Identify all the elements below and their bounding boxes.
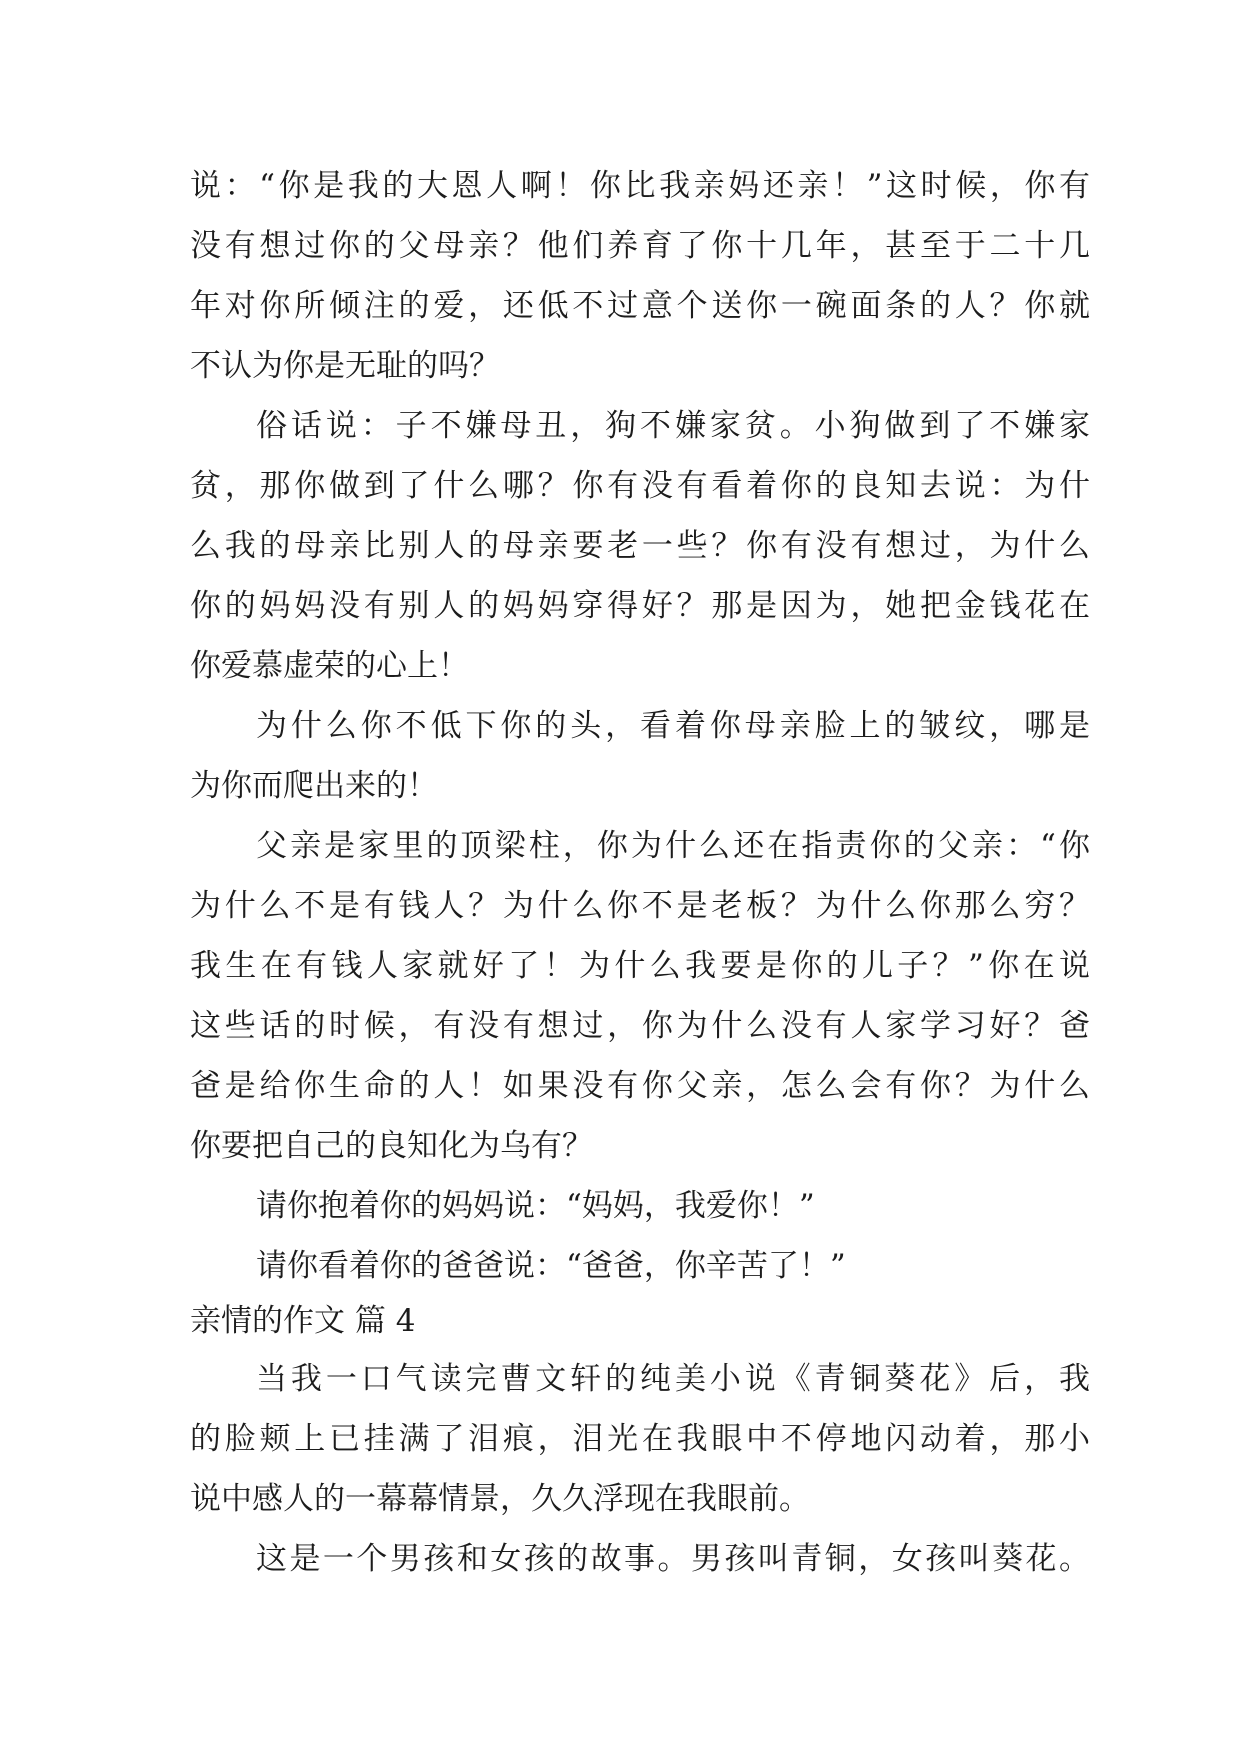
section-heading: 亲情的作文 篇 4 <box>190 1303 416 1339</box>
paragraph-first-line: 当我一口气读完曹文轩的纯美小说《青铜葵花》后，我 <box>256 1361 1090 1397</box>
text-line: 年对你所倾注的爱，还低不过意个送你一碗面条的人？你就 <box>190 288 1090 324</box>
paragraph-first-line: 父亲是家里的顶梁柱，你为什么还在指责你的父亲：“你 <box>256 828 1090 864</box>
text-line: 你的妈妈没有别人的妈妈穿得好？那是因为，她把金钱花在 <box>190 588 1090 624</box>
text-line: 说中感人的一幕幕情景，久久浮现在我眼前。 <box>190 1481 810 1517</box>
text-line: 说：“你是我的大恩人啊！你比我亲妈还亲！”这时候，你有 <box>190 168 1090 204</box>
text-line: 为你而爬出来的！ <box>190 768 438 804</box>
paragraph-first-line: 请你看着你的爸爸说：“爸爸，你辛苦了！” <box>256 1248 846 1284</box>
text-line: 贫，那你做到了什么哪？你有没有看着你的良知去说：为什 <box>190 468 1090 504</box>
paragraph-first-line: 这是一个男孩和女孩的故事。男孩叫青铜，女孩叫葵花。 <box>256 1541 1090 1577</box>
text-line: 爸是给你生命的人！如果没有你父亲，怎么会有你？为什么 <box>190 1068 1090 1104</box>
paragraph-first-line: 为什么你不低下你的头，看着你母亲脸上的皱纹，哪是 <box>256 708 1090 744</box>
text-line: 没有想过你的父母亲？他们养育了你十几年，甚至于二十几 <box>190 228 1090 264</box>
text-line: 么我的母亲比别人的母亲要老一些？你有没有想过，为什么 <box>190 528 1090 564</box>
text-line: 你要把自己的良知化为乌有？ <box>190 1128 593 1164</box>
text-line: 不认为你是无耻的吗？ <box>190 348 500 384</box>
text-line: 的脸颊上已挂满了泪痕，泪光在我眼中不停地闪动着，那小 <box>190 1421 1090 1457</box>
paragraph-first-line: 俗话说：子不嫌母丑，狗不嫌家贫。小狗做到了不嫌家 <box>256 408 1090 444</box>
text-line: 为什么不是有钱人？为什么你不是老板？为什么你那么穷？ <box>190 888 1090 924</box>
paragraph-first-line: 请你抱着你的妈妈说：“妈妈，我爱你！” <box>256 1188 815 1224</box>
text-line: 我生在有钱人家就好了！为什么我要是你的儿子？”你在说 <box>190 948 1090 984</box>
text-line: 你爱慕虚荣的心上！ <box>190 648 469 684</box>
text-line: 这些话的时候，有没有想过，你为什么没有人家学习好？爸 <box>190 1008 1090 1044</box>
